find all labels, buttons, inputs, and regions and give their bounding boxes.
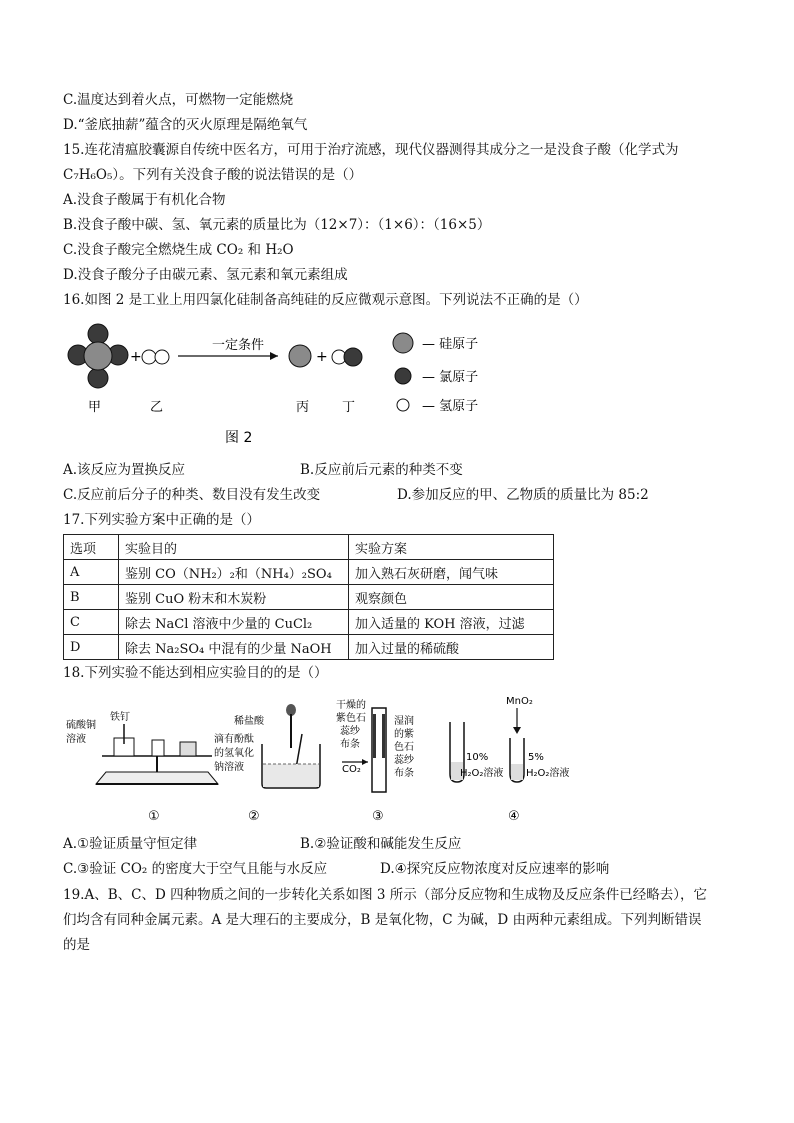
figure-number-2: ②: [248, 809, 260, 824]
q18-experiment-figures: [62, 694, 592, 826]
table-cell: 鉴别 CuO 粉末和木炭粉: [119, 585, 349, 610]
chlorine-atom: [88, 324, 108, 344]
q14-option-c: C.温度达到着火点，可燃物一定能燃烧: [63, 92, 294, 108]
q19-stem-line3: 的是: [63, 937, 90, 953]
label: 硫酸铜: [66, 720, 96, 731]
label: 布条: [340, 739, 360, 750]
label: 的氢氧化: [214, 748, 254, 759]
hydrogen-atom: [142, 350, 156, 364]
q16-stem: 16.如图 2 是工业上用四氯化硅制备高纯硅的反应微观示意图。下列说法不正确的是（）: [63, 292, 588, 308]
legend-chlorine-swatch: [395, 368, 411, 384]
arrow-head-icon: [270, 352, 278, 360]
q14-option-d: D.“釜底抽薪”蕴含的灭火原理是隔绝氧气: [63, 117, 308, 133]
label: 蕊纱: [394, 755, 414, 766]
table-cell: 加入熟石灰研磨，闻气味: [349, 560, 554, 585]
table-row: [64, 635, 554, 660]
legend-chlorine-label: — 氯原子: [422, 370, 479, 385]
q18-option-c: C.③验证 CO₂ 的密度大于空气且能与水反应: [63, 861, 328, 877]
table-row: [64, 585, 554, 610]
label: 紫色石: [336, 713, 366, 724]
label: CO₂: [342, 764, 361, 775]
q15-stem-line1: 15.连花清瘟胶囊源自传统中医名方，可用于治疗流感，现代仪器测得其成分之一是没食子酸（化学式为: [63, 142, 679, 158]
q16-option-b: B.反应前后元素的种类不变: [300, 462, 463, 478]
q16-option-d: D.参加反应的甲、乙物质的质量比为 85:2: [397, 487, 649, 503]
label: 的紫: [394, 729, 414, 740]
plus-sign: +: [316, 349, 328, 365]
label: 色石: [394, 742, 414, 753]
legend-hydrogen-label: — 氢原子: [422, 399, 479, 414]
q16-option-a: A.该反应为置换反应: [63, 462, 186, 478]
label-jia: 甲: [88, 400, 102, 415]
table-row: [64, 610, 554, 635]
label: 蕊纱: [340, 726, 360, 737]
legend-silicon-label: — 硅原子: [422, 337, 479, 352]
header-cell: 实验目的: [119, 535, 349, 560]
q16-option-c: C.反应前后分子的种类、数目没有发生改变: [63, 487, 321, 503]
label: 布条: [394, 768, 414, 779]
table-cell: 加入适量的 KOH 溶液，过滤: [349, 610, 554, 635]
header-cell: 选项: [64, 535, 119, 560]
label: 10%: [466, 752, 489, 763]
q15-option-a: A.没食子酸属于有机化合物: [63, 192, 226, 208]
table-header-row: [64, 535, 554, 560]
figure-number-1: ①: [148, 809, 160, 824]
q15-option-d: D.没食子酸分子由碳元素、氢元素和氧元素组成: [63, 267, 348, 283]
label-ding: 丁: [342, 400, 356, 415]
q19-stem-line2: 们均含有同种金属元素。A 是大理石的主要成分，B 是氧化物，C 为碱，D 由两种元素组成。下列判断错误: [63, 912, 702, 928]
q19-stem-line1: 19.A、B、C、D 四种物质之间的一步转化关系如图 3 所示（部分反应物和生成物及反应条件已经略去），它: [63, 887, 708, 903]
q18-option-a: A.①验证质量守恒定律: [63, 836, 198, 852]
figure-4-test-tubes: [450, 696, 569, 782]
figure-1-balance: [66, 710, 218, 784]
figure-2-neutralization: [214, 704, 320, 788]
label: MnO₂: [506, 696, 533, 707]
q15-option-c: C.没食子酸完全燃烧生成 CO₂ 和 H₂O: [63, 242, 294, 258]
figure-caption: 图 2: [225, 430, 253, 446]
reaction-condition-label: 一定条件: [212, 338, 265, 353]
legend-hydrogen-swatch: [397, 399, 409, 411]
q18-stem: 18.下列实验不能达到相应实验目的的是（）: [63, 665, 328, 681]
figure-number-4: ④: [508, 809, 520, 824]
table-cell: A: [64, 560, 119, 585]
label: H₂O₂溶液: [526, 768, 570, 779]
silicon-atom: [289, 345, 311, 367]
label: 湿润: [394, 716, 414, 727]
label: 溶液: [66, 734, 86, 745]
table-cell: 观察颜色: [349, 585, 554, 610]
label-bing: 丙: [296, 400, 310, 415]
figure-2-reaction-diagram: [60, 318, 520, 450]
q17-plan-table: [63, 534, 554, 660]
molecule-ding: [332, 348, 362, 366]
label: 干燥的: [336, 700, 366, 711]
table-cell: 除去 NaCl 溶液中少量的 CuCl₂: [119, 610, 349, 635]
q15-option-b: B.没食子酸中碳、氢、氧元素的质量比为（12×7）：（1×6）：（16×5）: [63, 217, 491, 233]
table-row: [64, 560, 554, 585]
silicon-atom: [84, 342, 112, 370]
label-yi: 乙: [150, 400, 164, 415]
table-cell: B: [64, 585, 119, 610]
table-cell: 鉴别 CO（NH₂）₂和（NH₄）₂SO₄: [119, 560, 349, 585]
label: 滴有酚酞: [214, 734, 254, 745]
molecule-jia: [68, 324, 128, 388]
table-cell: 除去 Na₂SO₄ 中混有的少量 NaOH: [119, 635, 349, 660]
figure-3-co2-tube: [336, 698, 415, 792]
plus-sign: +: [130, 349, 142, 365]
chlorine-atom: [88, 368, 108, 388]
molecule-yi: [142, 350, 169, 364]
q18-option-b: B.②验证酸和碱能发生反应: [300, 836, 462, 852]
q18-option-d: D.④探究反应物浓度对反应速率的影响: [380, 861, 610, 877]
label: H₂O₂溶液: [460, 768, 504, 779]
table-cell: 加入过量的稀硫酸: [349, 635, 554, 660]
legend-silicon-swatch: [393, 333, 413, 353]
q15-stem-line2: C₇H₆O₅）。下列有关没食子酸的说法错误的是（）: [63, 167, 363, 183]
label: 铁钉: [110, 712, 130, 723]
header-cell: 实验方案: [349, 535, 554, 560]
chlorine-atom: [344, 348, 362, 366]
table-cell: C: [64, 610, 119, 635]
q17-stem: 17.下列实验方案中正确的是（）: [63, 512, 260, 528]
label: 5%: [528, 752, 544, 763]
label: 钠溶液: [214, 762, 244, 773]
label: 稀盐酸: [234, 716, 264, 727]
hydrogen-atom: [155, 350, 169, 364]
table-cell: D: [64, 635, 119, 660]
figure-number-3: ③: [372, 809, 384, 824]
